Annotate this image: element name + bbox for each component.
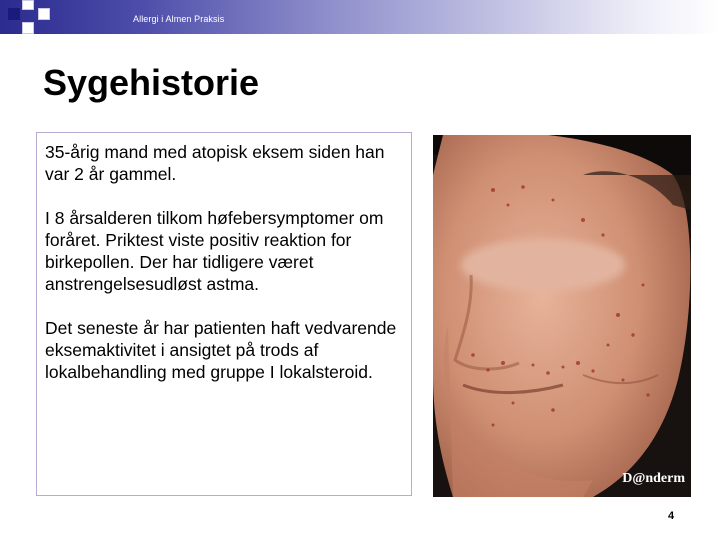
decorative-square (38, 8, 50, 20)
header-bar (0, 0, 720, 34)
image-watermark: D@nderm (622, 471, 685, 486)
decorative-square (22, 0, 34, 10)
header-subtitle: Allergi i Almen Praksis (133, 14, 225, 24)
paragraph-2: I 8 årsalderen tilkom høfebersymptomer om foråret. Priktest viste positiv reaktion for birkepollen. Der har tidligere været anstrengelsesudløst astma. (45, 208, 384, 294)
page-number: 4 (668, 510, 675, 522)
paragraph-3: Det seneste år har patienten haft vedvarende eksemaktivitet i ansigtet på trods af lokalbehandling med gruppe I lokalsteroid. (45, 318, 397, 382)
decorative-square (22, 22, 34, 34)
decorative-square (8, 8, 20, 20)
face-illustration (433, 135, 691, 497)
case-history-textbox (36, 132, 412, 496)
patient-face-photo (433, 135, 691, 497)
slide-title: Sygehistorie (43, 62, 260, 103)
paragraph-1: 35-årig mand med atopisk eksem siden han var 2 år gammel. (45, 142, 385, 184)
